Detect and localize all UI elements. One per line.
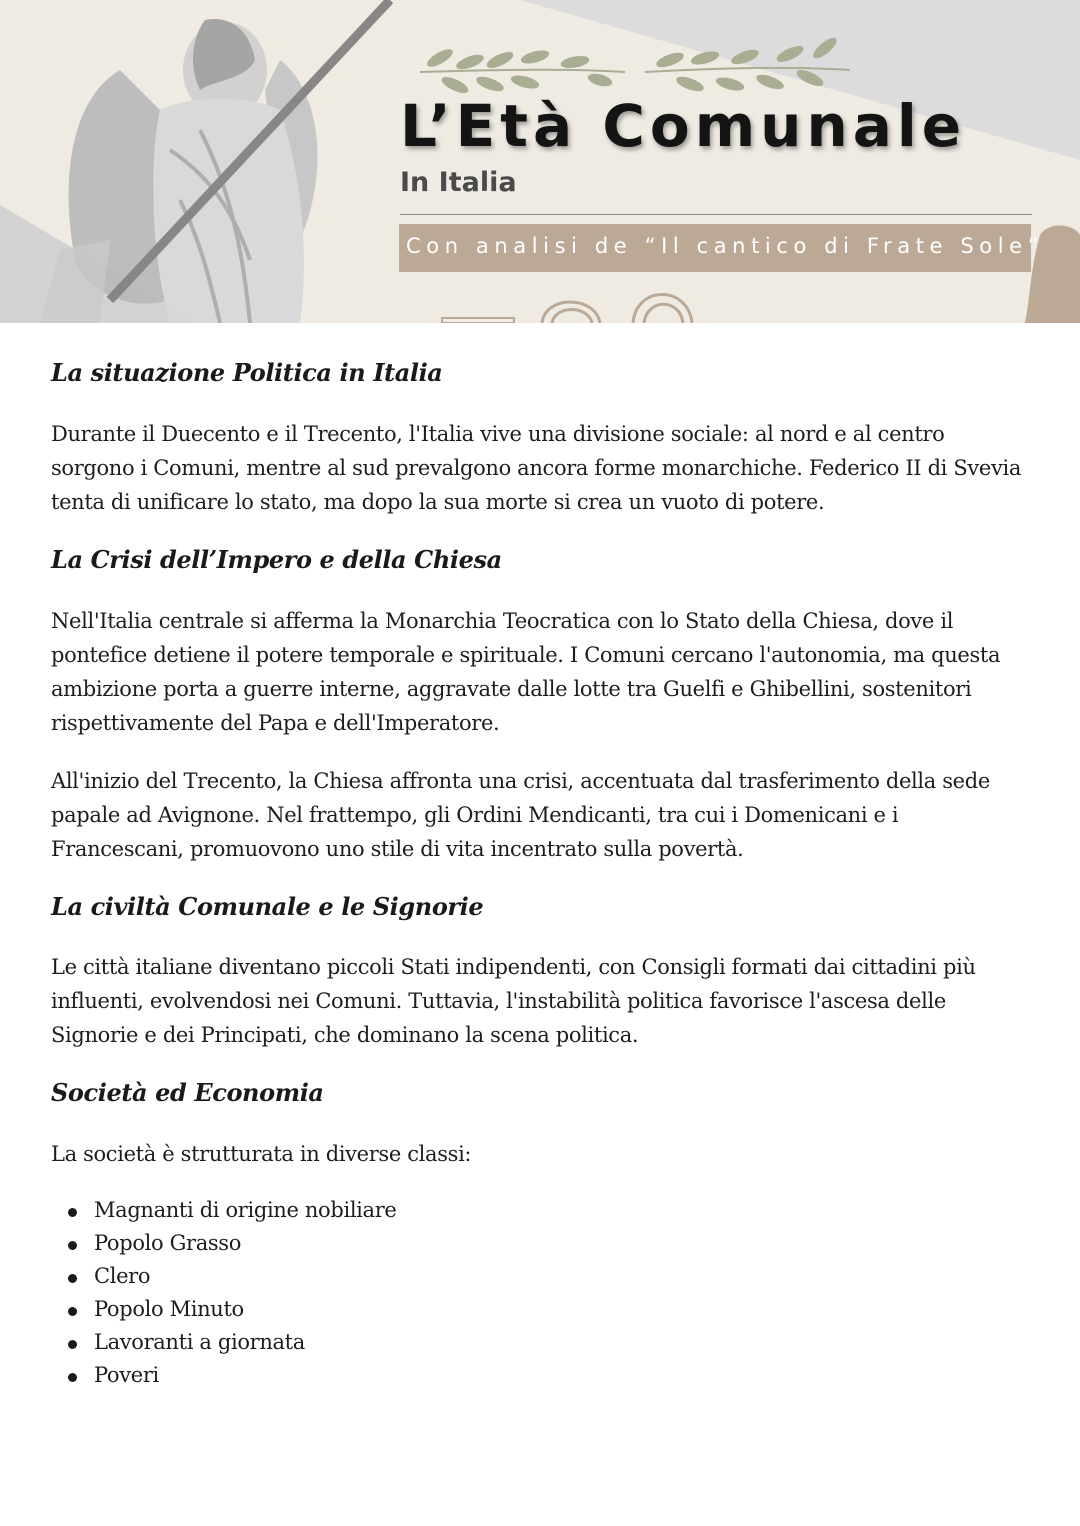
page-title: L’Età Comunale <box>400 92 967 160</box>
paragraph-situazione-politica: Durante il Duecento e il Trecento, l'Italia vive una divisione sociale: al nord e al centro sorgono i Comuni, mentre al sud prevalgono ancora forme monarchiche. Federico II di Svevia tenta di unificare lo stato, ma dopo la sua morte si crea un vuoto di potere. <box>51 422 1022 514</box>
banner-background <box>0 0 1080 323</box>
section-heading-societa-economia: Società ed Economia <box>51 1078 324 1107</box>
list-item: Clero <box>51 1260 396 1293</box>
page-subtitle: In Italia <box>400 167 517 198</box>
angel-statue-image <box>40 0 390 323</box>
bullet-icon <box>68 1208 77 1217</box>
list-item: Magnanti di origine nobiliare <box>51 1194 396 1227</box>
list-item: Popolo Grasso <box>51 1227 396 1260</box>
paragraph-societa-economia: La società è strutturata in diverse classi: <box>51 1142 472 1166</box>
bullet-icon <box>68 1307 77 1316</box>
paragraph-crisi-impero-1: Nell'Italia centrale si afferma la Monarchia Teocratica con lo Stato della Chiesa, dove il pontefice detiene il potere temporale e spirituale. I Comuni cercano l'autonomia, ma questa ambizione porta a guerre interne, aggravate dalle lotte tra Guelfi e Ghibellini, sostenitori rispettivamente del Papa e dell'Imperatore. <box>51 609 1001 735</box>
social-classes-list <box>51 1194 396 1392</box>
bullet-icon <box>68 1373 77 1382</box>
bullet-icon <box>68 1241 77 1250</box>
header-banner <box>0 0 1080 323</box>
tagline: Con analisi de “Il cantico di Frate Sole” <box>406 234 1045 258</box>
section-heading-crisi-impero: La Crisi dell’Impero e della Chiesa <box>51 545 502 574</box>
bullet-icon <box>68 1274 77 1283</box>
list-item: Lavoranti a giornata <box>51 1326 396 1359</box>
arch-ornament-icon <box>542 295 692 324</box>
list-item: Popolo Minuto <box>51 1293 396 1326</box>
list-item: Poveri <box>51 1359 396 1392</box>
section-heading-situazione-politica: La situazione Politica in Italia <box>51 358 443 387</box>
paragraph-crisi-impero-2: All'inizio del Trecento, la Chiesa affronta una crisi, accentuata dal trasferimento della sede papale ad Avignone. Nel frattempo, gli Ordini Mendicanti, tra cui i Domenicani e i Francescani, promuovono uno stile di vita incentrato sulla povertà. <box>51 769 990 861</box>
bullet-icon <box>68 1340 77 1349</box>
paragraph-civilta-comunale: Le città italiane diventano piccoli Stati indipendenti, con Consigli formati dai cittadini più influenti, evolvendosi nei Comuni. Tuttavia, l'instabilità politica favorisce l'ascesa delle Signorie e dei Principati, che dominano la scena politica. <box>51 955 976 1047</box>
section-heading-civilta-comunale: La civiltà Comunale e le Signorie <box>51 892 484 921</box>
header-divider <box>400 214 1032 215</box>
